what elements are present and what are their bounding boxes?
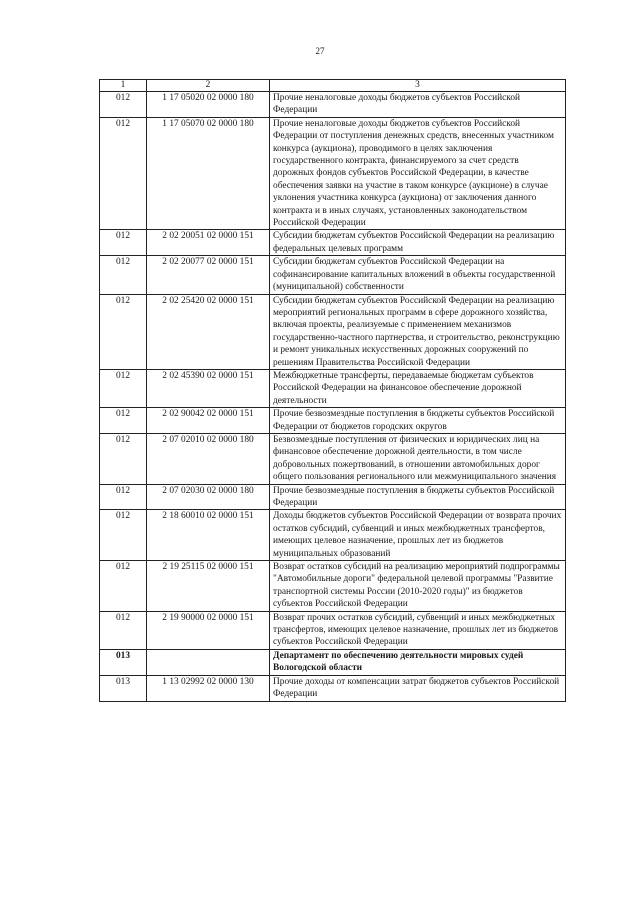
description-cell: Межбюджетные трансферты, передаваемые бюджетам субъектов Российской Федерации на финансовое обеспечение дорожной деятельности — [270, 369, 566, 407]
description-cell: Субсидии бюджетам субъектов Российской Федерации на реализацию мероприятий региональных программ в сфере дорожного хозяйства, включая проекты, реализуемые с применением механизмов государственно-частного партнерства, и строительство, реконструкцию и ремонт уникальных искусственных дорожных сооружений по решениям Правительства Российской Федерации — [270, 294, 566, 369]
table-row — [100, 117, 566, 230]
table-row — [100, 256, 566, 294]
table-row — [100, 92, 566, 118]
kbk-code-cell: 2 02 90042 02 0000 151 — [147, 408, 270, 434]
kbk-code-cell: 2 07 02010 02 0000 180 — [147, 433, 270, 484]
admin-code-cell: 012 — [100, 92, 147, 118]
table-row — [100, 675, 566, 701]
table-row — [100, 611, 566, 649]
admin-code-cell: 012 — [100, 510, 147, 561]
kbk-code-cell: 2 02 20051 02 0000 151 — [147, 230, 270, 256]
admin-code-cell: 012 — [100, 294, 147, 369]
header-col-2: 2 — [147, 80, 270, 92]
description-cell: Прочие неналоговые доходы бюджетов субъектов Российской Федерации от поступления денежных средств, внесенных участником конкурса (аукциона), проводимого в целях заключения государственного контракта, финансируемого за счет средств дорожных фондов субъектов Российской Федерации, в качестве обеспечения заявки на участие в таком конкурсе (аукционе) в случае уклонения участника конкурса (аукциона) от заключения данного контракта и в иных случаях, установленных законодательством Российской Федерации — [270, 117, 566, 230]
admin-code-cell: 012 — [100, 433, 147, 484]
description-cell: Возврат остатков субсидий на реализацию мероприятий подпрограммы "Автомобильные дороги" федеральной целевой программы "Развитие транспортной системы России (2010-2020 годы)" из бюджетов субъектов Российской Федерации — [270, 561, 566, 612]
description-cell: Субсидии бюджетам субъектов Российской Федерации на софинансирование капитальных вложений в объекты государственной (муниципальной) собственности — [270, 256, 566, 294]
kbk-code-cell: 1 13 02992 02 0000 130 — [147, 675, 270, 701]
description-cell: Прочие доходы от компенсации затрат бюджетов субъектов Российской Федерации — [270, 675, 566, 701]
page-number: 27 — [315, 46, 325, 56]
table-row — [100, 484, 566, 510]
kbk-code-cell — [147, 649, 270, 675]
table-header-row — [100, 80, 566, 92]
admin-code-cell: 012 — [100, 256, 147, 294]
header-col-1: 1 — [100, 80, 147, 92]
admin-code-cell: 012 — [100, 230, 147, 256]
admin-code-cell: 012 — [100, 117, 147, 230]
table-row — [100, 294, 566, 369]
table-row — [100, 433, 566, 484]
kbk-code-cell: 1 17 05020 02 0000 180 — [147, 92, 270, 118]
kbk-code-cell: 2 19 25115 02 0000 151 — [147, 561, 270, 612]
kbk-code-cell: 2 02 45390 02 0000 151 — [147, 369, 270, 407]
kbk-code-cell: 2 18 60010 02 0000 151 — [147, 510, 270, 561]
table-row — [100, 510, 566, 561]
table-row — [100, 408, 566, 434]
description-cell: Субсидии бюджетам субъектов Российской Федерации на реализацию федеральных целевых программ — [270, 230, 566, 256]
header-col-3: 3 — [270, 80, 566, 92]
table-row — [100, 369, 566, 407]
kbk-code-cell: 1 17 05070 02 0000 180 — [147, 117, 270, 230]
description-cell: Департамент по обеспечению деятельности мировых судей Вологодской области — [270, 649, 566, 675]
description-cell: Прочие безвозмездные поступления в бюджеты субъектов Российской Федерации от бюджетов городских округов — [270, 408, 566, 434]
admin-code-cell: 012 — [100, 408, 147, 434]
table-row — [100, 649, 566, 675]
table-row — [100, 561, 566, 612]
revenue-codes-table — [99, 79, 566, 702]
admin-code-cell: 012 — [100, 484, 147, 510]
kbk-code-cell: 2 02 25420 02 0000 151 — [147, 294, 270, 369]
table-row — [100, 230, 566, 256]
description-cell: Прочие безвозмездные поступления в бюджеты субъектов Российской Федерации — [270, 484, 566, 510]
description-cell: Прочие неналоговые доходы бюджетов субъектов Российской Федерации — [270, 92, 566, 118]
kbk-code-cell: 2 02 20077 02 0000 151 — [147, 256, 270, 294]
admin-code-cell: 012 — [100, 369, 147, 407]
kbk-code-cell: 2 19 90000 02 0000 151 — [147, 611, 270, 649]
description-cell: Возврат прочих остатков субсидий, субвенций и иных межбюджетных трансфертов, имеющих целевое назначение, прошлых лет из бюджетов субъектов Российской Федерации — [270, 611, 566, 649]
admin-code-cell: 013 — [100, 649, 147, 675]
description-cell: Безвозмездные поступления от физических и юридических лиц на финансовое обеспечение дорожной деятельности, в том числе добровольных пожертвований, в отношении автомобильных дорог общего пользования регионального или межмуниципального значения — [270, 433, 566, 484]
admin-code-cell: 012 — [100, 561, 147, 612]
kbk-code-cell: 2 07 02030 02 0000 180 — [147, 484, 270, 510]
admin-code-cell: 012 — [100, 611, 147, 649]
admin-code-cell: 013 — [100, 675, 147, 701]
description-cell: Доходы бюджетов субъектов Российской Федерации от возврата прочих остатков субсидий, субвенций и иных межбюджетных трансфертов, имеющих целевое назначение, прошлых лет из бюджетов муниципальных образований — [270, 510, 566, 561]
